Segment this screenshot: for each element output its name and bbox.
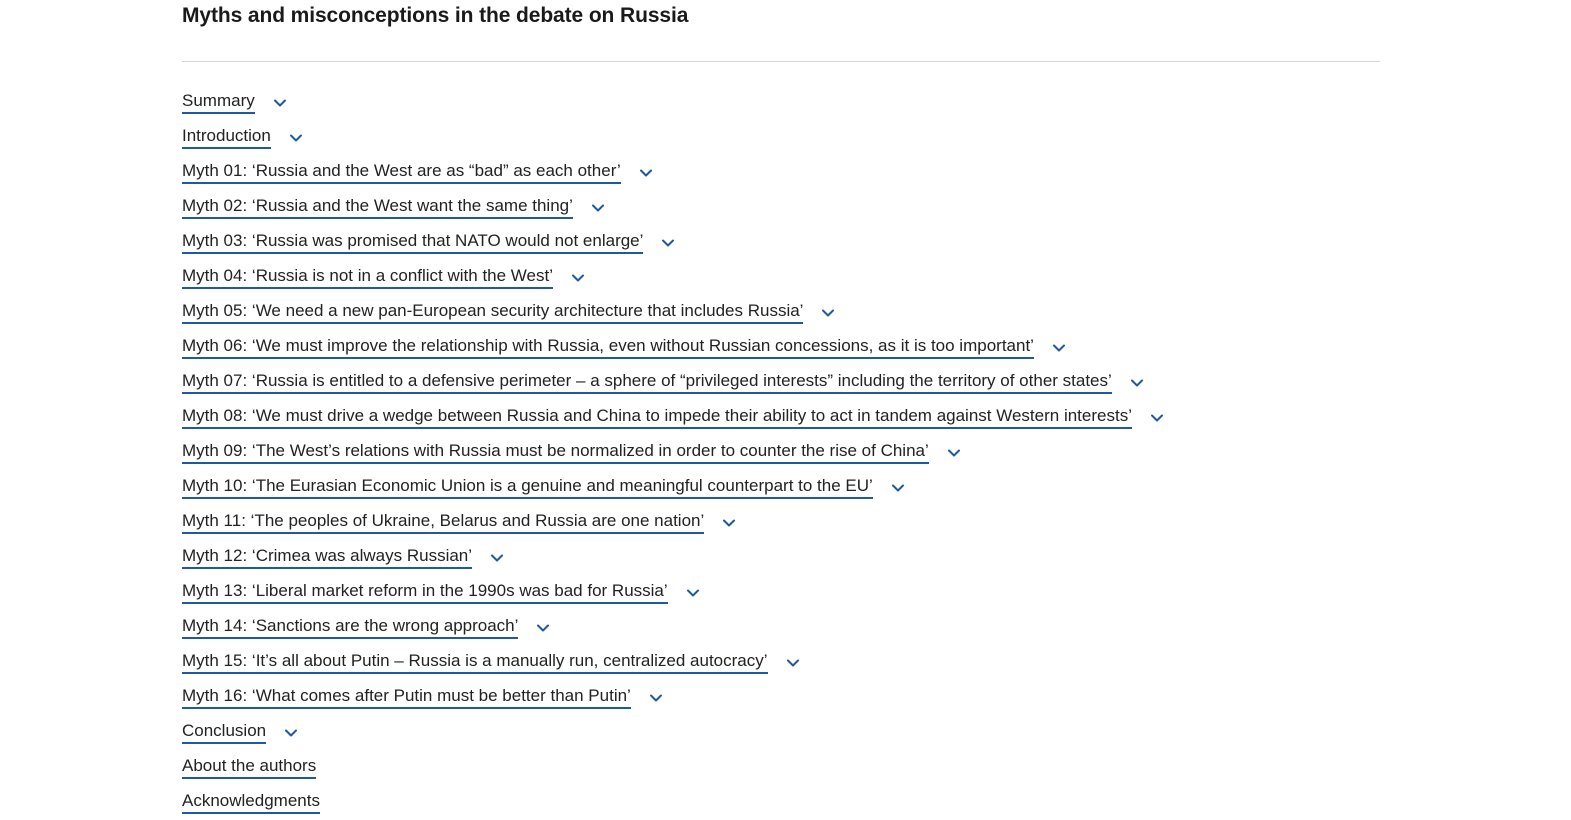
toc-link[interactable]: Myth 06: ‘We must improve the relationship with Russia, even without Russian concessions, as it is too important’ (182, 336, 1034, 359)
toc-link[interactable]: Myth 08: ‘We must drive a wedge between Russia and China to impede their ability to act in tandem against Western interests’ (182, 406, 1132, 429)
toc-item (182, 750, 1380, 785)
chevron-down-icon[interactable] (591, 201, 605, 215)
chevron-down-icon[interactable] (661, 236, 675, 250)
chevron-down-icon[interactable] (284, 726, 298, 740)
chevron-down-icon[interactable] (722, 516, 736, 530)
toc-item (182, 365, 1380, 400)
toc-item (182, 785, 1380, 820)
toc-item (182, 225, 1380, 260)
toc-item (182, 715, 1380, 750)
toc-link[interactable]: Introduction (182, 126, 271, 149)
chevron-down-icon[interactable] (891, 481, 905, 495)
toc-link[interactable]: Conclusion (182, 721, 266, 744)
chevron-down-icon[interactable] (686, 586, 700, 600)
toc-link[interactable]: Myth 02: ‘Russia and the West want the same thing’ (182, 196, 573, 219)
chevron-down-icon[interactable] (649, 691, 663, 705)
toc-link[interactable]: Myth 16: ‘What comes after Putin must be better than Putin’ (182, 686, 631, 709)
toc-link[interactable]: Myth 14: ‘Sanctions are the wrong approach’ (182, 616, 518, 639)
toc-item (182, 85, 1380, 120)
toc-link[interactable]: Myth 01: ‘Russia and the West are as “bad” as each other’ (182, 161, 621, 184)
toc-item (182, 400, 1380, 435)
chevron-down-icon[interactable] (639, 166, 653, 180)
toc-item (182, 680, 1380, 715)
page-container (182, 0, 1380, 820)
chevron-down-icon[interactable] (1052, 341, 1066, 355)
chevron-down-icon[interactable] (1150, 411, 1164, 425)
toc-link[interactable]: Myth 07: ‘Russia is entitled to a defensive perimeter – a sphere of “privileged interests” including the territory of other states’ (182, 371, 1112, 394)
toc-link[interactable]: Myth 05: ‘We need a new pan-European security architecture that includes Russia’ (182, 301, 803, 324)
toc-link[interactable]: Myth 13: ‘Liberal market reform in the 1990s was bad for Russia’ (182, 581, 668, 604)
toc-item (182, 645, 1380, 680)
toc-link[interactable]: Myth 12: ‘Crimea was always Russian’ (182, 546, 472, 569)
toc-item (182, 155, 1380, 190)
toc-link[interactable]: Myth 11: ‘The peoples of Ukraine, Belarus and Russia are one nation’ (182, 511, 704, 534)
chevron-down-icon[interactable] (490, 551, 504, 565)
toc-item (182, 260, 1380, 295)
toc-item (182, 505, 1380, 540)
toc-link[interactable]: Myth 03: ‘Russia was promised that NATO would not enlarge’ (182, 231, 643, 254)
toc-item (182, 575, 1380, 610)
toc-item (182, 540, 1380, 575)
chevron-down-icon[interactable] (821, 306, 835, 320)
chevron-down-icon[interactable] (786, 656, 800, 670)
toc-link[interactable]: Myth 04: ‘Russia is not in a conflict with the West’ (182, 266, 553, 289)
table-of-contents (182, 85, 1380, 820)
chevron-down-icon[interactable] (273, 96, 287, 110)
toc-link[interactable]: Myth 09: ‘The West’s relations with Russia must be normalized in order to counter the rise of China’ (182, 441, 929, 464)
toc-link[interactable]: About the authors (182, 756, 316, 779)
toc-item (182, 120, 1380, 155)
page-title: Myths and misconceptions in the debate on Russia (182, 4, 689, 27)
toc-link[interactable]: Summary (182, 91, 255, 114)
toc-item (182, 470, 1380, 505)
toc-item (182, 190, 1380, 225)
chevron-down-icon[interactable] (1130, 376, 1144, 390)
chevron-down-icon[interactable] (571, 271, 585, 285)
toc-item (182, 330, 1380, 365)
toc-link[interactable]: Myth 10: ‘The Eurasian Economic Union is a genuine and meaningful counterpart to the EU’ (182, 476, 873, 499)
divider (182, 61, 1380, 62)
chevron-down-icon[interactable] (536, 621, 550, 635)
toc-item (182, 610, 1380, 645)
toc-link[interactable]: Acknowledgments (182, 791, 320, 814)
toc-item (182, 295, 1380, 330)
chevron-down-icon[interactable] (289, 131, 303, 145)
toc-item (182, 435, 1380, 470)
chevron-down-icon[interactable] (947, 446, 961, 460)
toc-link[interactable]: Myth 15: ‘It’s all about Putin – Russia is a manually run, centralized autocracy’ (182, 651, 768, 674)
